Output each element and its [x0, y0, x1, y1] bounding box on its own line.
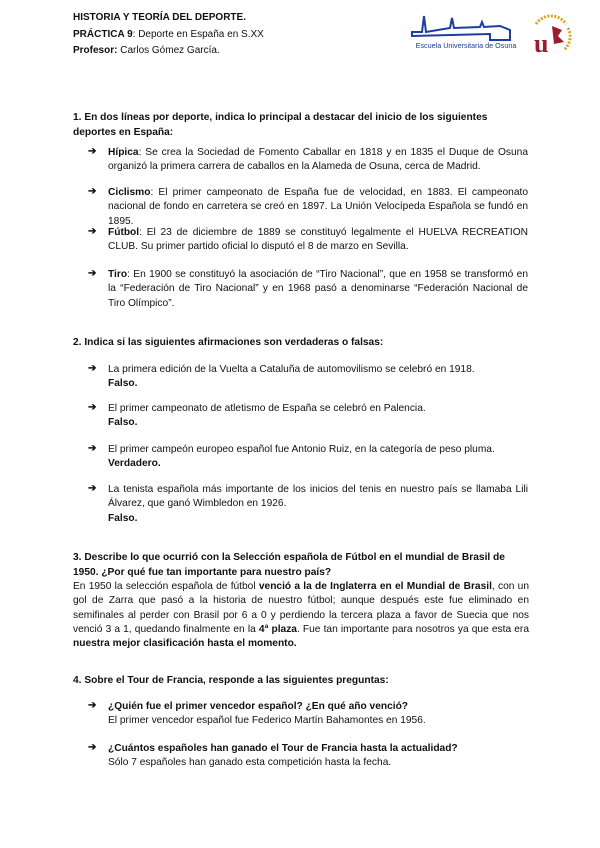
item-text: [108, 268, 528, 311]
document-header: [73, 10, 264, 60]
item-text: [108, 483, 528, 512]
text-segment: 4ª plaza: [258, 623, 297, 635]
text-segment: venció a la de Inglaterra en el Mundial de Brasil: [258, 581, 492, 592]
section-title: 1. En dos líneas por deporte, indica lo principal a destacar del inicio de los siguientes deportes en España:: [73, 112, 488, 138]
arrow-bullet-icon: ➔: [88, 226, 97, 237]
text-segment: Fútbol: [108, 227, 140, 238]
answer-text: Falso.: [108, 417, 138, 429]
answer-text: Falso.: [108, 512, 138, 524]
section-title: 2. Indica si las siguientes afirmaciones son verdaderas o falsas:: [73, 337, 384, 348]
item-text: [108, 226, 528, 255]
arrow-bullet-icon: ➔: [88, 443, 97, 454]
text-segment: ¿Cuántos españoles han ganado el Tour de Francia hasta la actualidad?: [108, 743, 458, 754]
text-segment: , con un gol de Zarra que pasó a la historia de nuestro fútbol; aunque después este fue eliminado en semifinales al perder con Brasil por 6 a 0 y perdiendo la tercera plaza a favor de Suecia que nos venció 3 a 1, quedando finalmente en la: [73, 581, 529, 635]
text-segment: Ciclismo: [108, 187, 151, 198]
arrow-bullet-icon: ➔: [88, 742, 97, 753]
list-item: [88, 402, 528, 431]
text-segment: En 1950 la selección española de fútbol: [73, 581, 259, 592]
answer-text: Falso.: [108, 378, 138, 390]
answer-text: Verdadero.: [108, 458, 161, 470]
arrow-bullet-icon: ➔: [88, 186, 97, 197]
universidad-sevilla-logo: [528, 8, 574, 58]
professor-name: Carlos Gómez García.: [117, 45, 220, 56]
list-item: [88, 226, 528, 255]
arrow-bullet-icon: ➔: [88, 402, 97, 413]
list-item: [88, 186, 528, 229]
text-segment: nuestra mejor clasificación hasta el momento.: [73, 638, 297, 650]
arrow-bullet-icon: ➔: [88, 146, 97, 157]
arrow-bullet-icon: ➔: [88, 700, 97, 711]
text-segment: La tenista española más importante de los inicios del tenis en nuestro país se llamaba Lili Álvarez, que ganó Wimbledon en 1926.: [108, 484, 528, 510]
text-segment: La primera edición de la Vuelta a Cataluña de automovilismo se celebró en 1918.: [108, 364, 475, 375]
text-segment: Hípica: [108, 147, 139, 158]
answer-paragraph: [73, 580, 529, 651]
item-text: [108, 186, 528, 229]
list-item: [88, 146, 528, 175]
practice-text: : Deporte en España en S.XX: [132, 28, 264, 40]
list-item: [88, 443, 528, 472]
answer-text: Sólo 7 españoles han ganado esta competición hasta la fecha.: [108, 757, 392, 769]
professor-label: Profesor:: [73, 45, 118, 56]
text-segment: : El 23 de diciembre de 1889 se constituyó legalmente el HUELVA RECREATION CLUB. Su primer partido oficial lo disputó el 8 de marzo en Sevilla.: [108, 227, 528, 253]
list-item: [88, 268, 528, 311]
text-segment: El primer campeonato de atletismo de España se celebró en Palencia.: [108, 403, 426, 414]
text-segment: ¿Quién fue el primer vencedor español? ¿En qué año venció?: [108, 701, 409, 712]
answer-text: El primer vencedor español fue Federico Martín Bahamontes en 1956.: [108, 715, 426, 727]
arrow-bullet-icon: ➔: [88, 268, 97, 279]
list-item: [88, 483, 528, 526]
practice-label: PRÁCTICA 9: [73, 28, 133, 40]
list-item: [88, 363, 528, 392]
item-text: [108, 363, 528, 377]
escuela-logo-text: Escuela Universitaria de Osuna: [415, 41, 517, 50]
text-segment: : En 1900 se constituyó la asociación de “Tiro Nacional”, que en 1958 se transformó en la “Federación de Tiro Nacional” y en 1968 pasó a denominarse “Federación Nacional de Tiro Olímpico”.: [108, 269, 528, 309]
item-text: [108, 700, 528, 714]
escuela-osuna-logo: [410, 10, 522, 50]
item-text: [108, 742, 528, 756]
item-text: [108, 443, 528, 457]
item-text: [108, 402, 528, 416]
text-segment: El primer campeón europeo español fue Antonio Ruiz, en la categoría de peso pluma.: [108, 444, 495, 455]
arrow-bullet-icon: ➔: [88, 483, 97, 494]
text-segment: : El primer campeonato de España fue de velocidad, en 1883. El campeonato nacional de fondo en carretera se creó en 1897. La Unión Velocípeda Española se fundó en 1895.: [108, 187, 528, 227]
section-title: 4. Sobre el Tour de Francia, responde a las siguientes preguntas:: [73, 675, 389, 686]
arrow-bullet-icon: ➔: [88, 363, 97, 374]
list-item: [88, 742, 528, 771]
practice-title: [73, 27, 264, 44]
us-logo-letter: u: [534, 29, 549, 58]
text-segment: Tiro: [108, 269, 128, 280]
professor-line: [73, 43, 264, 60]
text-segment: . Fue tan importante para nosotros ya que esta era: [296, 623, 529, 635]
item-text: [108, 146, 528, 175]
section-title: 3. Describe lo que ocurrió con la Selección española de Fútbol en el mundial de Brasil de 1950. ¿Por qué fue tan importante para nuestro país?: [73, 552, 505, 578]
course-title: HISTORIA Y TEORÍA DEL DEPORTE.: [73, 12, 246, 23]
list-item: [88, 700, 528, 729]
text-segment: : Se crea la Sociedad de Fomento Caballar en 1818 y en 1835 el Duque de Osuna organizó la primera carrera de caballos en la Alameda de Osuna, cerca de Madrid.: [108, 147, 528, 173]
